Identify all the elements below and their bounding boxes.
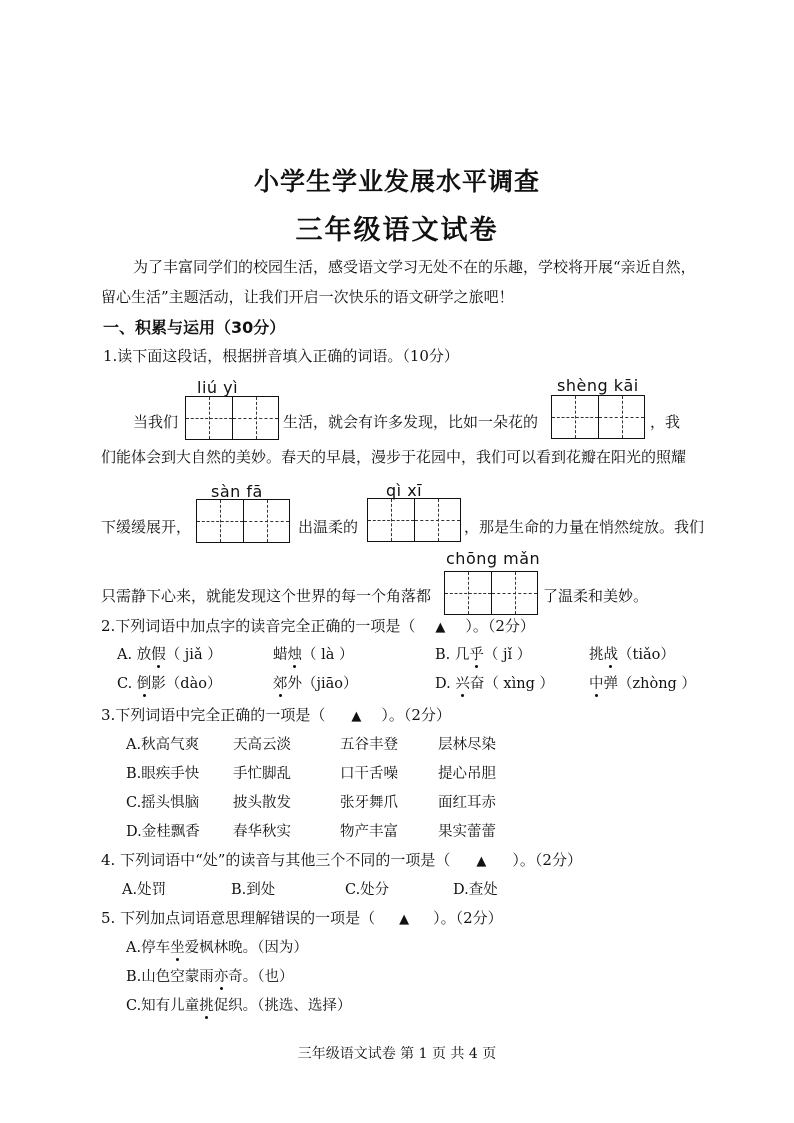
pinyin-chongman: chōng mǎn (446, 549, 541, 568)
q4-option-b: B.到处 (231, 882, 276, 898)
q1-text: 下缓缓展开， (101, 518, 192, 536)
q3-word: 物产丰富 (340, 824, 398, 840)
q5-option-a: A.停车坐爱枫林晚。（因为） (126, 940, 308, 956)
q1-text: 们能体会到大自然的美妙。春天的早晨，漫步于花园中，我们可以看到花瓣在阳光的照耀 (101, 448, 687, 466)
q2-option-b: B. 几乎（ jǐ ） (435, 647, 532, 663)
q2-option-a: A. 放假（ jiǎ ） (117, 647, 222, 663)
answer-box-sanfa[interactable] (196, 499, 290, 543)
q3-word: 披头散发 (233, 795, 291, 811)
pinyin-shengkai: shèng kāi (557, 376, 639, 395)
q2-option-c-word2: 郊外（jiāo） (273, 676, 358, 692)
q4-option-d: D.查处 (453, 882, 498, 898)
intro-line-1: 为了丰富同学们的校园生活，感受语文学习无处不在的乐趣，学校将开展“亲近自然， (133, 258, 696, 276)
q3-word: 提心吊胆 (438, 766, 496, 782)
answer-box-qixi[interactable] (367, 498, 461, 542)
q1-text: ，我 (650, 413, 681, 431)
q5-option-b: B.山色空蒙雨亦奇。（也） (126, 969, 294, 985)
pinyin-qixi: qì xī (386, 481, 423, 500)
q2-option-a-word2: 蜡烛（ là ） (273, 647, 354, 663)
q1-text: 只需静下心来，就能发现这个世界的每一个角落都 (101, 587, 432, 605)
q1-text: 了温柔和美妙。 (543, 587, 649, 605)
q2-option-b-word2: 挑战（tiǎo） (589, 647, 675, 663)
pinyin-sanfa: sàn fā (211, 482, 263, 501)
q1-text: 出温柔的 (298, 518, 359, 536)
question-5-stem: 5. 下列加点词语意思理解错误的一项是（ ▲ ）。（2分） (101, 909, 503, 927)
question-2-stem: 2.下列词语中加点字的读音完全正确的一项是（ ▲ ）。（2分） (101, 617, 535, 635)
intro-line-2: 留心生活”主题活动，让我们开启一次快乐的语文研学之旅吧！ (101, 288, 514, 306)
section-heading: 一、积累与运用（30分） (103, 318, 286, 337)
question-4-stem: 4. 下列词语中“处”的读音与其他三个不同的一项是（ ▲ ）。（2分） (101, 851, 582, 869)
q2-option-d: D. 兴奋（ xìng ） (435, 676, 554, 692)
page-subtitle: 三年级语文试卷 (295, 215, 499, 246)
answer-box-shengkai[interactable] (551, 395, 645, 439)
q1-text: 生活，就会有许多发现，比如一朵花的 (283, 413, 539, 431)
q3-word: 春华秋实 (233, 824, 291, 840)
page-footer: 三年级语文试卷 第 1 页 共 4 页 (297, 1046, 497, 1062)
q3-word: 五谷丰登 (340, 737, 398, 753)
q3-word: 天高云淡 (233, 737, 291, 753)
q5-option-c: C.知有儿童挑促织。（挑选、选择） (126, 998, 352, 1014)
answer-mark: ▲ (399, 912, 410, 927)
q2-option-d-word2: 中弹（zhòng ） (589, 676, 696, 692)
page-title: 小学生学业发展水平调查 (253, 167, 540, 196)
question-1-stem: 1.读下面这段话，根据拼音填入正确的词语。（10分） (103, 347, 459, 365)
question-3-stem: 3.下列词语中完全正确的一项是（ ▲ ）。（2分） (101, 706, 451, 724)
q3-word: 面红耳赤 (438, 795, 496, 811)
q1-text: 当我们 (133, 413, 179, 431)
q2-option-c: C. 倒影（dào） (117, 676, 222, 692)
q3-word: 层林尽染 (438, 737, 496, 753)
q3-option-b: B.眼疾手快 (126, 766, 200, 782)
q3-word: 张牙舞爪 (340, 795, 398, 811)
answer-box-liuyi[interactable] (185, 396, 279, 440)
q3-word: 口干舌噪 (340, 766, 398, 782)
answer-mark: ▲ (351, 709, 362, 724)
answer-box-chongman[interactable] (444, 571, 538, 615)
q3-option-c: C.摇头惧脑 (126, 795, 200, 811)
answer-mark: ▲ (476, 854, 487, 869)
pinyin-liuyi: liú yì (197, 378, 239, 397)
q3-option-d: D.金桂飘香 (126, 824, 200, 840)
q3-option-a: A.秋高气爽 (126, 737, 200, 753)
q3-word: 果实蕾蕾 (438, 824, 496, 840)
q3-word: 手忙脚乱 (233, 766, 291, 782)
q1-text: ，那是生命的力量在悄然绽放。我们 (464, 518, 705, 536)
q4-option-a: A.处罚 (122, 882, 167, 898)
answer-mark: ▲ (435, 620, 446, 635)
q4-option-c: C.处分 (345, 882, 390, 898)
